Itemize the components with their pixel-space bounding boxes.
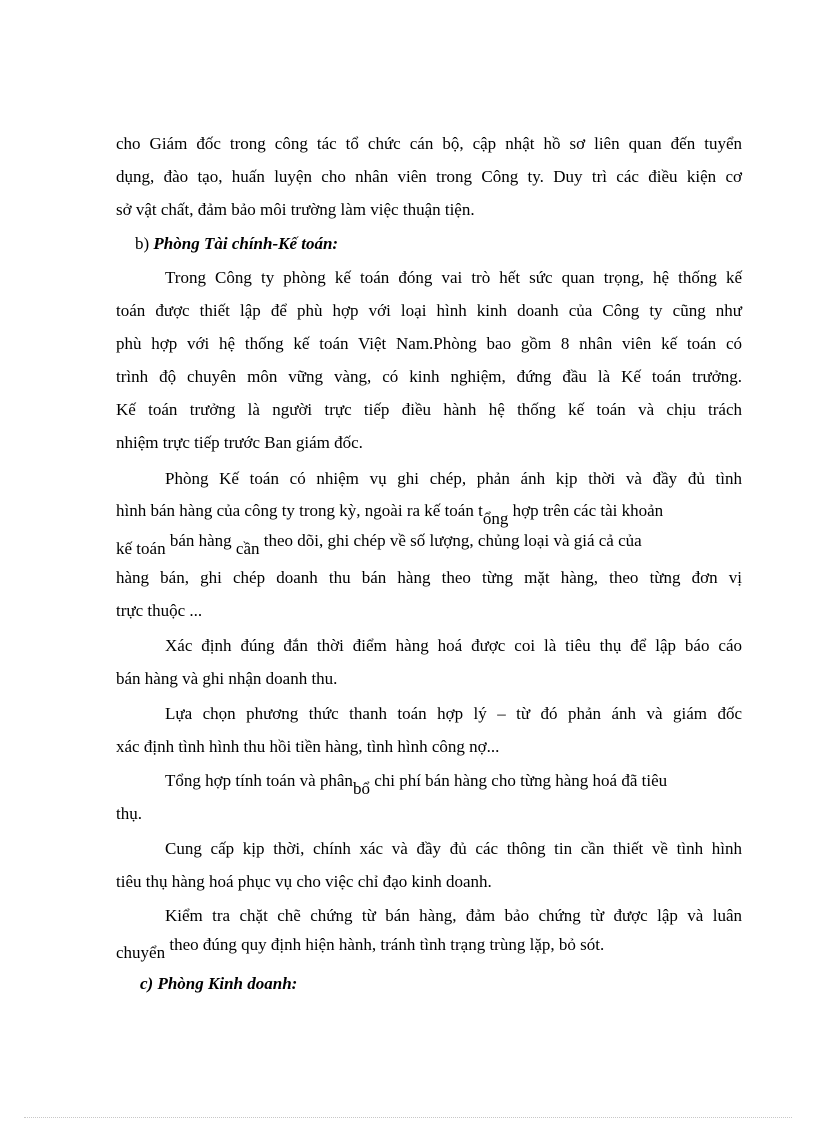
subscript-run: cần (235, 539, 260, 558)
paragraph-text-line: Xác định đúng đắn thời điểm hàng hoá được coi là tiêu thụ để lập báo cáo (165, 636, 742, 655)
paragraph-text-line: Lựa chọn phương thức thanh toán hợp lý – từ đó phản ánh và giám đốc (165, 704, 742, 723)
section-heading-b (135, 233, 338, 255)
paragraph-text-line: thụ. (116, 804, 142, 823)
subscript-run: kế toán (116, 539, 166, 558)
text-run: hình bán hàng của công ty trong kỳ, ngoài ra kế toán t (116, 501, 483, 520)
paragraph-text-line (116, 934, 742, 962)
text-run: theo đúng quy định hiện hành, tránh tình trạng trùng lặp, bỏ sót. (165, 935, 605, 954)
paragraph-text-line: tiêu thụ hàng hoá phục vụ cho việc chỉ đạo kinh doanh. (116, 872, 492, 891)
section-title: Phòng Kinh doanh: (157, 974, 298, 993)
paragraph-text-line: nhiệm trực tiếp trước Ban giám đốc. (116, 433, 363, 452)
paragraph-text-line (116, 530, 742, 558)
subscript-run: chuyển (116, 943, 166, 962)
paragraph-text-line: cho Giám đốc trong công tác tổ chức cán bộ, cập nhật hồ sơ liên quan đến tuyển (116, 134, 742, 153)
section-title: Phòng Tài chính-Kế toán: (153, 234, 339, 253)
paragraph-text-line: trực thuộc ... (116, 601, 203, 620)
text-run: Tổng hợp tính toán và phân (165, 771, 353, 790)
paragraph-text-line: xác định tình hình thu hồi tiền hàng, tình hình công nợ... (116, 737, 500, 756)
text-run: theo dõi, ghi chép về số lượng, chủng loại và giá cả của (259, 531, 642, 550)
text-run: hợp trên các tài khoản (508, 501, 664, 520)
paragraph-text-line: bán hàng và ghi nhận doanh thu. (116, 669, 338, 688)
paragraph-text-line: Trong Công ty phòng kế toán đóng vai trò hết sức quan trọng, hệ thống kế (165, 268, 742, 287)
section-marker: b) (135, 234, 150, 253)
paragraph-text-line: toán được thiết lập để phù hợp với loại hình kinh doanh của Công ty cũng như (116, 301, 742, 320)
paragraph-text-line: Kế toán trưởng là người trực tiếp điều hành hệ thống kế toán và chịu trách (116, 400, 742, 419)
subscript-run: ổng (482, 509, 509, 528)
text-run: chi phí bán hàng cho từng hàng hoá đã tiêu (369, 771, 668, 790)
paragraph-text-line: Cung cấp kịp thời, chính xác và đầy đủ các thông tin cần thiết về tình hình (165, 839, 742, 858)
subscript-run: bổ (352, 779, 370, 798)
paragraph-text-line: Kiểm tra chặt chẽ chứng từ bán hàng, đảm bảo chứng từ được lập và luân (165, 906, 742, 925)
paragraph-text-line: phù hợp với hệ thống kế toán Việt Nam.Phòng bao gồm 8 nhân viên kế toán có (116, 334, 742, 353)
section-heading-c (140, 973, 297, 995)
paragraph-text-line (165, 770, 742, 798)
section-marker: c) (140, 974, 154, 993)
paragraph-text-line (116, 500, 742, 528)
page-bottom-divider (24, 1117, 792, 1118)
paragraph-text-line: Phòng Kế toán có nhiệm vụ ghi chép, phản ánh kịp thời và đầy đủ tình (165, 469, 742, 488)
paragraph-text-line: dụng, đào tạo, huấn luyện cho nhân viên trong Công ty. Duy trì các điều kiện cơ (116, 167, 742, 186)
paragraph-text-line: sở vật chất, đảm bảo môi trường làm việc thuận tiện. (116, 200, 475, 219)
paragraph-text-line: trình độ chuyên môn vững vàng, có kinh nghiệm, đứng đầu là Kế toán trưởng. (116, 367, 742, 386)
paragraph-text-line: hàng bán, ghi chép doanh thu bán hàng theo từng mặt hàng, theo từng đơn vị (116, 568, 742, 587)
text-run: bán hàng (165, 531, 236, 550)
